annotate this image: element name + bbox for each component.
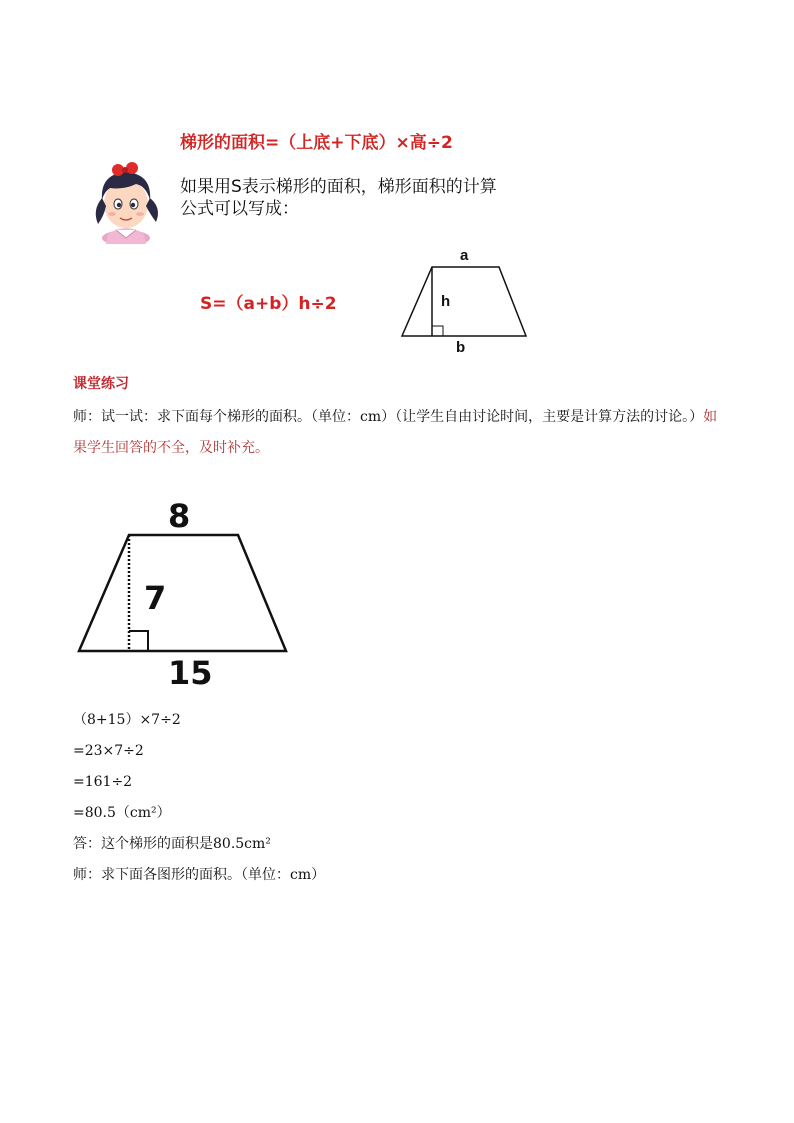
- formula-explanation: [180, 176, 497, 220]
- next-exercise-line: 师：求下面各图形的面积。（单位：cm）: [73, 867, 326, 883]
- calc-line: （8+15）×7÷2: [73, 712, 181, 728]
- small-trapezoid-shape: [402, 267, 526, 336]
- calc-line: =161÷2: [73, 774, 133, 790]
- answer-line: 答：这个梯形的面积是80.5cm²: [73, 836, 271, 852]
- exercise-hint: 如果学生回答的不全，及时补充。: [73, 409, 718, 456]
- large-trapezoid-top-label: 8: [168, 497, 191, 535]
- large-trapezoid-diagram: [70, 494, 300, 692]
- section-title: 课堂练习: [73, 376, 129, 392]
- explanation-line-1: 如果用S表示梯形的面积，梯形面积的计算: [180, 177, 497, 197]
- small-trapezoid-top-label: a: [460, 247, 469, 264]
- area-formula-title: 梯形的面积=（上底+下底）×高÷2: [180, 133, 453, 153]
- small-trapezoid-diagram: [392, 242, 538, 356]
- calculation-steps: [73, 705, 325, 891]
- area-formula-symbolic: S=（a+b）h÷2: [200, 294, 337, 314]
- small-trapezoid-right-angle: [432, 326, 443, 336]
- explanation-line-2: 公式可以写成：: [180, 199, 299, 219]
- small-trapezoid-height-label: h: [441, 293, 451, 310]
- large-trapezoid-shape: [79, 535, 286, 651]
- exercise-paragraph: [73, 402, 723, 464]
- small-trapezoid-bottom-label: b: [456, 339, 466, 356]
- girl-avatar-illustration: [86, 160, 168, 244]
- calc-line: =80.5（cm²）: [73, 805, 171, 821]
- large-trapezoid-right-angle: [129, 631, 148, 651]
- large-trapezoid-height-label: 7: [144, 579, 167, 617]
- calc-line: =23×7÷2: [73, 743, 144, 759]
- large-trapezoid-bottom-label: 15: [168, 654, 213, 692]
- exercise-text: 师：试一试：求下面每个梯形的面积。（单位：cm）（让学生自由讨论时间，主要是计算方法的讨论。）: [73, 409, 704, 425]
